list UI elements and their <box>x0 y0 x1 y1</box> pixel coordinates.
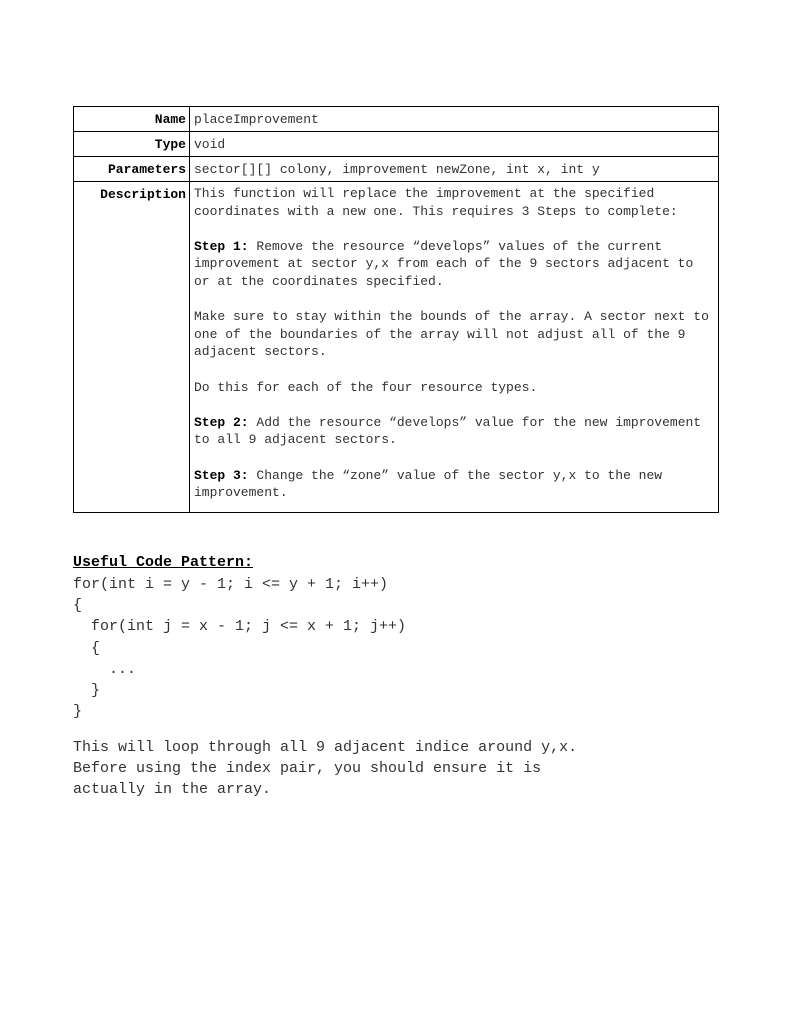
type-value: void <box>190 132 719 157</box>
code-pattern-title: Useful Code Pattern: <box>73 554 254 571</box>
step-1 <box>194 238 710 291</box>
description-intro: This function will replace the improvement at the specified coordinates with a new one. This requires 3 Steps to complete: <box>194 186 678 219</box>
name-label: Name <box>74 107 190 132</box>
loop-explanation <box>73 737 713 800</box>
code-line: ... <box>73 660 137 678</box>
parameters-row <box>74 157 719 182</box>
description-row <box>74 182 719 513</box>
code-line: for(int j = x - 1; j <= x + 1; j++) <box>73 618 407 636</box>
note-line: This will loop through all 9 adjacent indice around y,x. <box>73 739 578 756</box>
code-line: } <box>73 682 101 700</box>
parameters-label: Parameters <box>74 157 190 182</box>
parameters-value: sector[][] colony, improvement newZone, int x, int y <box>190 157 719 182</box>
function-spec-table <box>73 106 719 513</box>
bounds-note: Make sure to stay within the bounds of the array. A sector next to one of the boundaries of the array will not adjust all of the 9 adjacent sectors. <box>194 309 709 360</box>
description-label: Description <box>74 182 190 513</box>
code-line: } <box>73 703 83 721</box>
step-3-label: Step 3: <box>194 467 249 483</box>
code-line: { <box>73 597 83 615</box>
step-1-label: Step 1: <box>194 238 249 254</box>
name-row <box>74 107 719 132</box>
step-3 <box>194 467 710 502</box>
name-value: placeImprovement <box>190 107 719 132</box>
step-3-text: Change the “zone” value of the sector y,x to the new improvement. <box>194 467 663 501</box>
code-line: for(int i = y - 1; i <= y + 1; i++) <box>73 576 389 593</box>
code-block <box>73 574 406 722</box>
description-cell <box>190 182 719 513</box>
repeat-note: Do this for each of the four resource types. <box>194 379 538 395</box>
step-2 <box>194 414 710 449</box>
note-line: Before using the index pair, you should ensure it is <box>73 760 542 777</box>
step-1-text: Remove the resource “develops” values of the current improvement at sector y,x from each of the 9 sectors adjacent to or at the coordinates specified. <box>194 238 694 289</box>
type-label: Type <box>74 132 190 157</box>
type-row <box>74 132 719 157</box>
step-2-text: Add the resource “develops” value for the new improvement to all 9 adjacent sectors. <box>194 414 702 448</box>
step-2-label: Step 2: <box>194 414 249 430</box>
note-line: actually in the array. <box>73 781 272 798</box>
code-line: { <box>73 639 101 657</box>
